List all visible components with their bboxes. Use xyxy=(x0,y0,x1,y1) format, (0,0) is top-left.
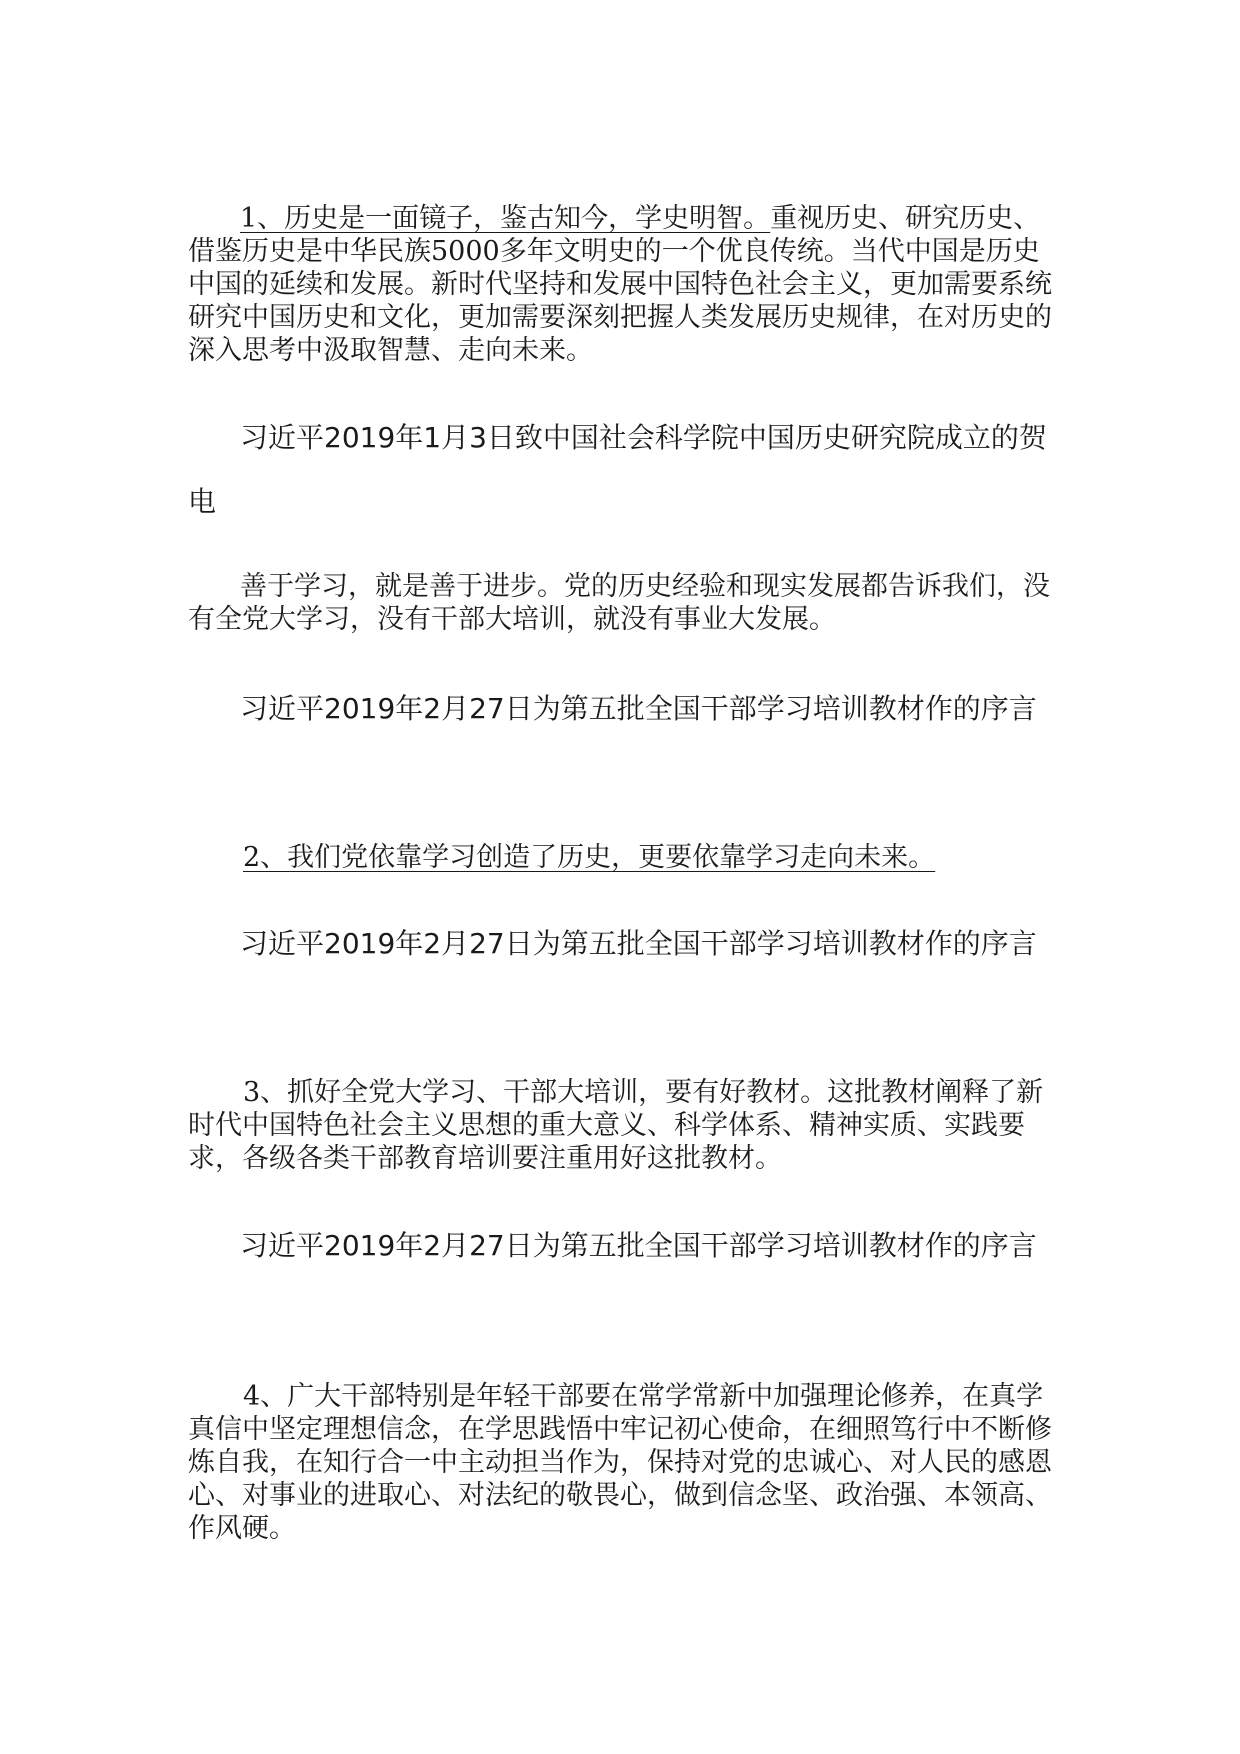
quote-text: 重视历史、研究历史、借鉴历史是中华民族5000多年文明史的一个优良传统。当代中国是历史中国的延续和发展。新时代坚持和发展中国特色社会主义，更加需要系统研究中国历史和文化，更加需要深刻把握人类发展历史规律，在对历史的深入思考中汲取智慧、走向未来。 xyxy=(188,203,1052,366)
quote-paragraph xyxy=(188,202,1058,367)
quote-text: 善于学习，就是善于进步。党的历史经验和现实发展都告诉我们，没有全党大学习，没有干部大培训，就没有事业大发展。 xyxy=(188,571,1050,635)
source-citation: 习近平2019年2月27日为第五批全国干部学习培训教材作的序言 xyxy=(240,927,1037,960)
source-3 xyxy=(188,912,1058,976)
quote-underlined-text: 2、我们党依靠学习创造了历史，更要依靠学习走向未来。 xyxy=(243,842,936,873)
source-1 xyxy=(188,406,1058,534)
source-citation: 习近平2019年2月27日为第五批全国干部学习培训教材作的序言 xyxy=(240,1229,1037,1262)
quote-3 xyxy=(188,841,1058,874)
source-citation: 习近平2019年2月27日为第五批全国干部学习培训教材作的序言 xyxy=(240,692,1037,725)
quote-2 xyxy=(188,570,1058,636)
quote-4 xyxy=(188,1076,1058,1175)
quote-paragraph xyxy=(188,1380,1058,1545)
source-4 xyxy=(188,1214,1058,1278)
quote-paragraph xyxy=(188,570,1058,636)
source-citation: 习近平2019年1月3日致中国社会科学院中国历史研究院成立的贺电 xyxy=(188,421,1047,518)
quote-paragraph xyxy=(188,841,1058,874)
quote-text: 3、抓好全党大学习、干部大培训，要有好教材。这批教材阐释了新时代中国特色社会主义思想的重大意义、科学体系、精神实质、实践要求，各级各类干部教育培训要注重用好这批教材。 xyxy=(188,1077,1044,1174)
quote-paragraph xyxy=(188,1076,1058,1175)
quote-1 xyxy=(188,202,1058,367)
quote-underlined-text: 1、历史是一面镜子，鉴古知今，学史明智。 xyxy=(240,203,771,234)
quote-5 xyxy=(188,1380,1058,1545)
source-2 xyxy=(188,677,1058,741)
quote-text: 4、广大干部特别是年轻干部要在常学常新中加强理论修养，在真学真信中坚定理想信念，在学思践悟中牢记初心使命，在细照笃行中不断修炼自我，在知行合一中主动担当作为，保持对党的忠诚心、对人民的感恩心、对事业的进取心、对法纪的敬畏心，做到信念坚、政治强、本领高、作风硬。 xyxy=(188,1381,1052,1544)
